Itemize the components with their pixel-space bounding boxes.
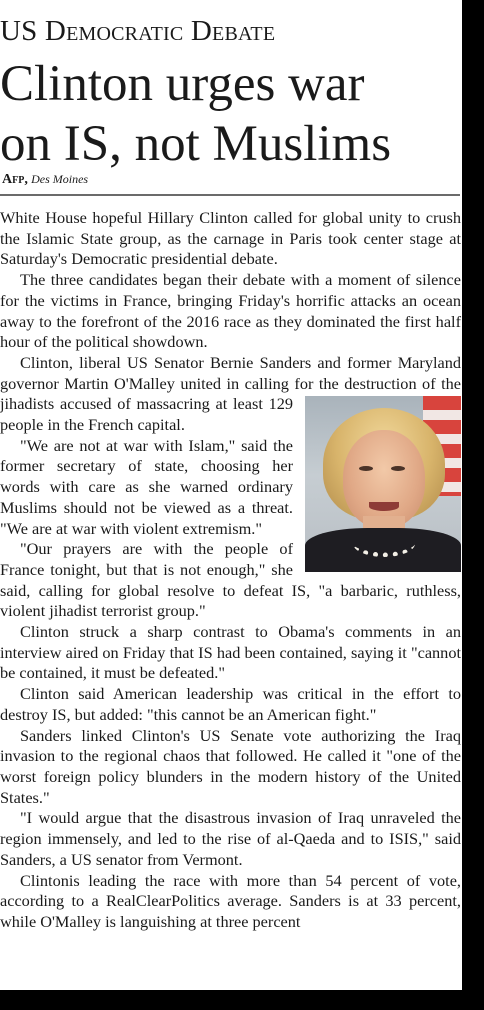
article-paragraph: Clinton, liberal US Senator Bernie Sanders and former Maryland governor Martin O'Malley united in calling for the destruction of the jihadists accused of massacring at least 129 people in the French capital. [0, 353, 461, 436]
article-paragraph: Clinton said American leadership was critical in the effort to destroy IS, but added: "this cannot be an American fight." [0, 684, 461, 724]
kicker-label: Democratic Debate [44, 15, 276, 47]
byline-place: Des Moines [31, 172, 89, 186]
article-paragraph: The three candidates began their debate with a moment of silence for the victims in France, bringing Friday's horrific attacks an ocean away to the forefront of the 2016 race as they dominated the first half hour of the political showdown. [0, 270, 461, 352]
kicker-prefix: US [0, 15, 45, 47]
article-body [0, 208, 461, 933]
headline-line-2: on IS, not Muslims [0, 116, 392, 172]
article-paragraph: "We are not at war with Islam," said the former secretary of state, choosing her words with care as she warned ordinary Muslims should not be viewed as a threat. "We are at war with violent extremism." [0, 435, 293, 538]
article-paragraph: Sanders linked Clinton's US Senate vote authorizing the Iraq invasion to the regional chaos that followed. He called it "one of the worst foreign policy blunders in the modern history of the United States." [0, 725, 461, 807]
headline-line-1: Clinton urges war [0, 56, 365, 112]
article-paragraph: White House hopeful Hillary Clinton called for global unity to crush the Islamic State group, as the carnage in Paris took center stage at Saturday's Democratic presidential debate. [0, 208, 461, 269]
byline-agency: Afp, [2, 172, 28, 187]
article-paragraph: Clinton struck a sharp contrast to Obama's comments in an interview aired on Friday that IS had been contained, saying it "cannot be contained, it must be defeated." [0, 622, 461, 683]
section-kicker [0, 14, 275, 48]
article-paragraph: "I would argue that the disastrous invasion of Iraq unraveled the region immensely, and led to the rise of al-Qaeda and to ISIS," said Sanders, a US senator from Vermont. [0, 808, 461, 869]
headline [0, 54, 462, 174]
byline [2, 170, 88, 189]
article-paragraph: Clintonis leading the race with more than 54 percent of vote, according to a RealClearPolitics average. Sanders is at 33 percent, while O'Malley is languishing at three percent [0, 870, 461, 931]
hillary-clinton-photo [305, 396, 461, 572]
article-paragraph: "Our prayers are with the people of France tonight, but that is not enough," she said, calling for global resolve to defeat IS, "a barbaric, ruthless, violent jihadist terrorist group." [0, 539, 461, 621]
divider-rule [0, 194, 460, 196]
